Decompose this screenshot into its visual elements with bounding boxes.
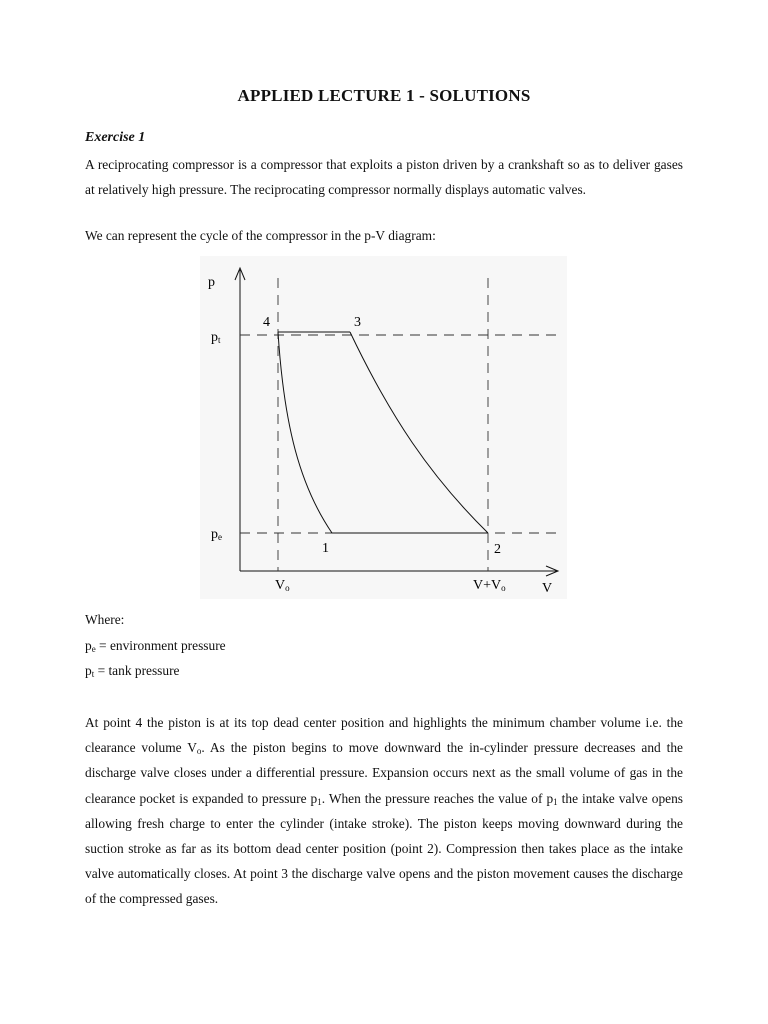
point-4-label: 4	[263, 315, 270, 330]
compression-curve-3-2	[350, 332, 488, 533]
v0-label: Vo	[275, 578, 290, 593]
axis-p-label: p	[208, 275, 215, 290]
pt-label: pt	[211, 330, 221, 345]
where-label: Where:	[85, 612, 125, 627]
pv-diagram	[200, 256, 567, 599]
intro-paragraph: A reciprocating compressor is a compressor that exploits a piston driven by a crankshaft so as to deliver gases at relatively high pressure. The reciprocating compressor normally displays automatic valves.	[85, 157, 683, 198]
pe-label: pe	[211, 527, 222, 542]
explanation-paragraph: At point 4 the piston is at its top dead center position and highlights the minimum chamber volume i.e. the clearance volume $V_o$. As the piston begins to move downward the in-cylinder pressure decreases and the discharge valve closes under a differential pressure. Expansion occurs next as the small volume of gas in the clearance pocket is expanded to pressure $p_1$. When the pressure reaches the value of $p_1$ the intake valve opens allowing fresh charge to enter the cylinder (intake stroke). The piston keeps moving downward during the suction stroke as far as its bottom dead center position (point 2). Compression then takes place as the intake valve automatically closes. At point 3 the discharge valve opens and the piston movement causes the discharge of the compressed gases.	[85, 715, 683, 907]
page-title: APPLIED LECTURE 1 - SOLUTIONS	[237, 86, 531, 105]
definition-pe: $p_e$ = environment pressure	[85, 638, 226, 654]
exercise-heading: Exercise 1	[85, 130, 146, 145]
axis-v-label: V	[542, 581, 553, 596]
definition-pt: $p_t = \tan k$ pressure	[85, 663, 180, 679]
pv-diagram-svg	[200, 256, 567, 599]
point-1-label: 1	[322, 541, 329, 556]
expansion-curve-4-1	[278, 332, 332, 533]
point-2-label: 2	[494, 542, 501, 557]
point-3-label: 3	[354, 315, 361, 330]
vv0-label: V+Vo	[473, 578, 506, 593]
diagram-intro-text: We can represent the cycle of the compressor in the p-V diagram:	[85, 228, 436, 243]
